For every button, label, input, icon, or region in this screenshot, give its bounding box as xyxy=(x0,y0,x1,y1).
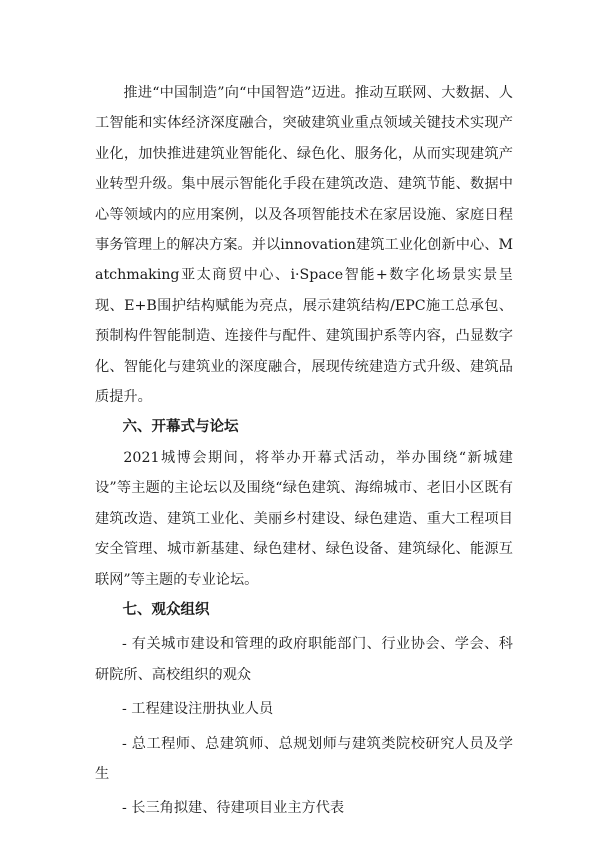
audience-item: - 工程建设注册执业人员 xyxy=(121,701,274,718)
document-page xyxy=(95,78,513,824)
audience-item: - 有关城市建设和管理的政府职能部门、行业协会、学会、科研院所、高校组织的观众 xyxy=(95,636,513,683)
section-6-body: 2021城博会期间，将举办开幕式活动，举办围绕“新城建设”等主题的主论坛以及围绕“绿色建筑、海绵城市、老旧小区既有建筑改造、建筑工业化、美丽乡村建设、绿色建造、重大工程项目安全管理、城市新基建、绿色建材、绿色设备、建筑绿化、能源互联网”等主题的专业论坛。 xyxy=(95,449,513,588)
audience-item: - 长三角拟建、待建项目业主方代表 xyxy=(121,800,345,817)
section-7-heading: 七、观众组织 xyxy=(122,601,210,618)
audience-item: - 总工程师、总建筑师、总规划师与建筑类院校研究人员及学生 xyxy=(95,735,513,782)
section-6-heading: 六、开幕式与论坛 xyxy=(122,419,239,436)
intro-paragraph: 推进“中国制造”向“中国智造”迈进。推动互联网、大数据、人工智能和实体经济深度融合，突破建筑业重点领域关键技术实现产业化，加快推进建筑业智能化、绿色化、服务化，从而实现建筑产业转型升级。集中展示智能化手段在建筑改造、建筑节能、数据中心等领域内的应用案例，以及各项智能技术在家居设施、家庭日程事务管理上的解决方案。并以innovation建筑工业化创新中心、Matchmaking亚太商贸中心、i·Space智能+数字化场景实景呈现、E+B围护结构赋能为亮点，展示建筑结构/EPC施工总承包、预制构件智能制造、连接件与配件、建筑围护系等内容，凸显数字化、智能化与建筑业的深度融合，展现传统建造方式升级、建筑品质提升。 xyxy=(95,85,513,406)
